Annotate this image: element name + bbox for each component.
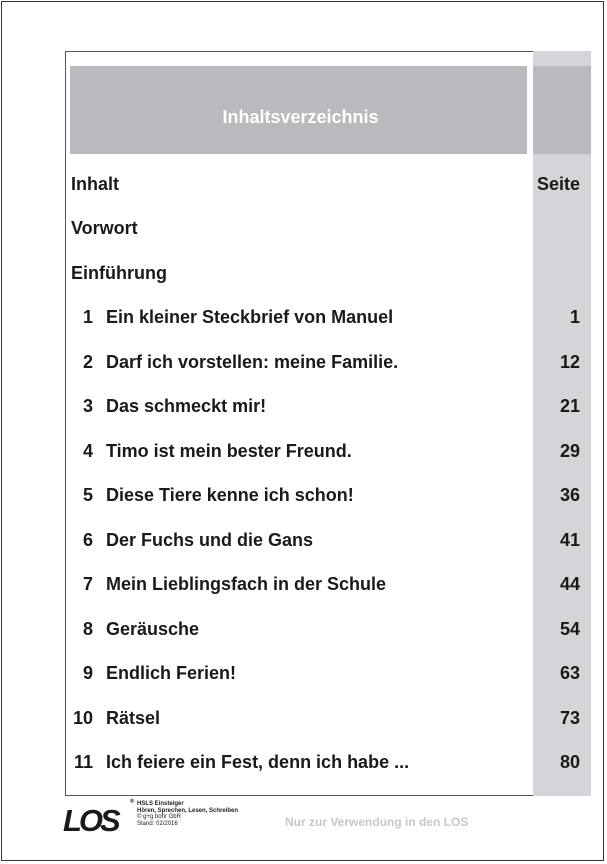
content-column-label: Inhalt (71, 174, 119, 194)
footer-meta (137, 801, 238, 827)
section-label: Vorwort (71, 218, 138, 238)
logo-text: LOS (63, 803, 118, 838)
section-label: Einführung (71, 263, 167, 283)
entry-title: Der Fuchs und die Gans (106, 530, 314, 550)
entry-number: 7 (82, 574, 93, 594)
section-row-vorwort (0, 215, 607, 241)
entry-page: 21 (559, 396, 580, 416)
entry-title: Darf ich vorstellen: meine Familie. (106, 352, 399, 372)
entry-number: 6 (82, 530, 93, 550)
entry-title: Ich feiere ein Fest, denn ich habe ... (106, 752, 410, 772)
series-subtitle: Hören, Sprechen, Lesen, Schreiben (137, 807, 239, 814)
entry-number: 5 (82, 485, 93, 505)
page-column-header-band (533, 66, 591, 154)
entry-title: Das schmeckt mir! (106, 396, 267, 416)
entry-page: 29 (559, 441, 580, 461)
entry-page: 12 (559, 352, 580, 372)
toc-entry (0, 482, 607, 508)
entry-number: 4 (82, 441, 93, 461)
entry-page: 80 (559, 752, 580, 772)
page-title: Inhaltsverzeichnis (222, 106, 379, 127)
entry-title: Rätsel (106, 708, 161, 728)
entry-number: 3 (82, 396, 93, 416)
copyright: © g+g bohr GbR (137, 814, 181, 821)
entry-page: 63 (559, 663, 580, 683)
entry-number: 9 (82, 663, 93, 683)
toc-entry (0, 438, 607, 464)
header-band (70, 66, 527, 154)
toc-entry (0, 660, 607, 686)
entry-page: 73 (559, 708, 580, 728)
stand-date: Stand: 02/2016 (137, 820, 178, 827)
entry-number: 11 (73, 752, 93, 772)
entry-page: 41 (559, 530, 580, 550)
entry-title: Ein kleiner Steckbrief von Manuel (106, 307, 394, 327)
toc-entry (0, 304, 607, 330)
entry-title: Endlich Ferien! (106, 663, 237, 683)
entry-number: 1 (82, 307, 93, 327)
footer (0, 796, 607, 846)
los-logo-icon (62, 798, 134, 838)
toc-entry (0, 393, 607, 419)
entry-number: 8 (82, 619, 93, 639)
usage-notice: Nur zur Verwendung in den LOS (285, 815, 469, 829)
page-column-label: Seite (537, 174, 581, 194)
toc-entry (0, 749, 607, 775)
toc-entry (0, 527, 607, 553)
entry-page: 36 (559, 485, 580, 505)
entry-page: 1 (569, 307, 580, 327)
entry-title: Geräusche (106, 619, 200, 639)
entry-page: 54 (559, 619, 580, 639)
entry-title: Timo ist mein bester Freund. (106, 441, 352, 461)
toc-entry (0, 616, 607, 642)
toc-entry (0, 571, 607, 597)
registered-mark: ® (130, 799, 135, 805)
entry-title: Diese Tiere kenne ich schon! (106, 485, 354, 505)
toc-entry (0, 705, 607, 731)
section-row-einfuehrung (0, 260, 607, 286)
toc-entry (0, 349, 607, 375)
column-header-row (0, 171, 607, 197)
entry-number: 10 (72, 708, 93, 728)
entry-title: Mein Lieblingsfach in der Schule (106, 574, 387, 594)
entry-page: 44 (559, 574, 580, 594)
entry-number: 2 (82, 352, 93, 372)
series-name: HSLS Einsteiger (137, 801, 184, 807)
